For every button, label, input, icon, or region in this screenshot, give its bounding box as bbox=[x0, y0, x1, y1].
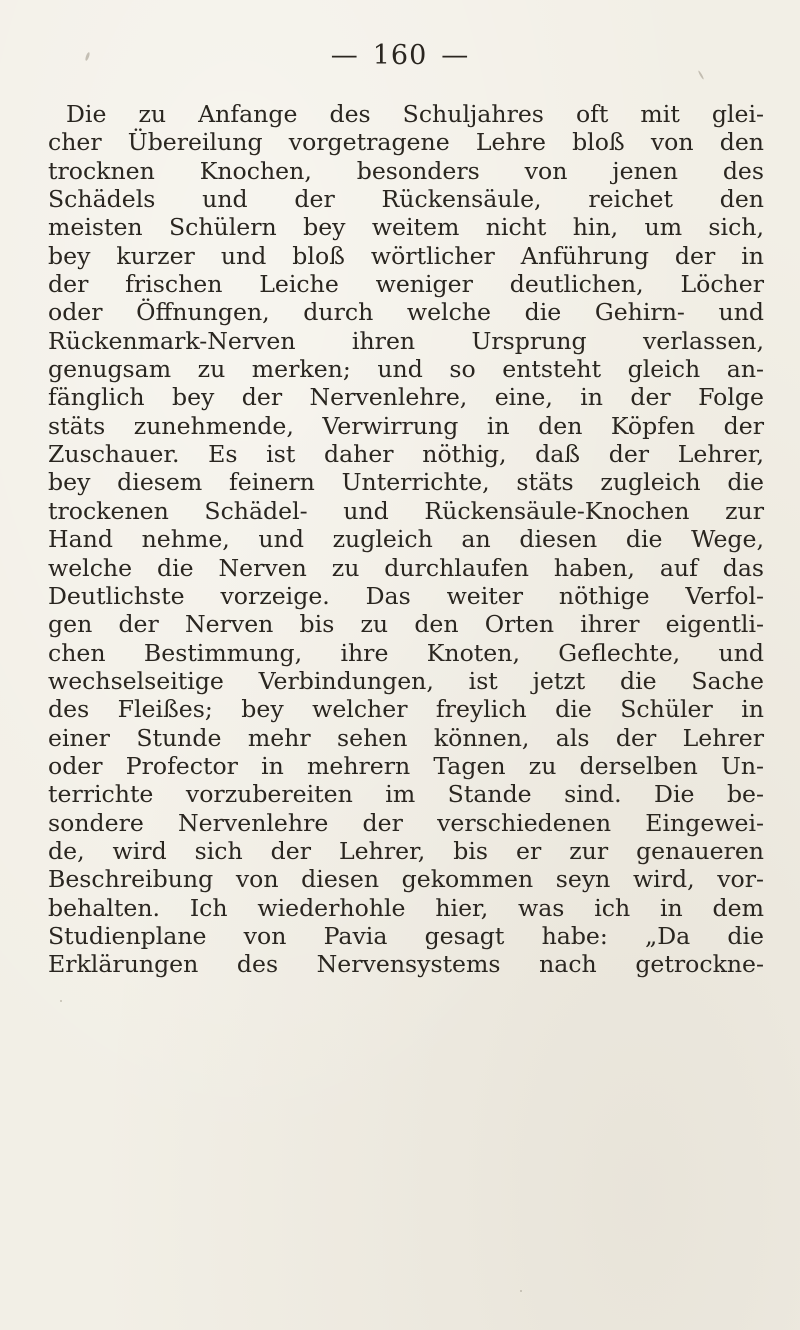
text-line: gen der Nerven bis zu den Orten ihrer eigentli- bbox=[48, 610, 764, 639]
text-line: Die zu Anfange des Schuljahres oft mit glei- bbox=[66, 100, 764, 128]
text-line: Zuschauer. Es ist daher nöthig, daß der Lehrer, bbox=[48, 440, 764, 469]
text-line: bey kurzer und bloß wörtlicher Anführung der in bbox=[48, 241, 764, 270]
page-number: 160 bbox=[372, 40, 428, 71]
text-line: meisten Schülern bey weitem nicht hin, um sich, bbox=[48, 213, 764, 242]
text-line: bey diesem feinern Unterrichte, stäts zugleich die bbox=[48, 468, 764, 497]
text-line: des Fleißes; bey welcher freylich die Schüler in bbox=[48, 695, 764, 724]
text-line: sondere Nervenlehre der verschiedenen Eingewei- bbox=[48, 808, 764, 837]
text-line: genugsam zu merken; und so entsteht gleich an- bbox=[48, 355, 764, 384]
text-line: oder Profector in mehrern Tagen zu derselben Un- bbox=[48, 751, 764, 780]
text-line: Studienplane von Pavia gesagt habe: „Da die bbox=[48, 921, 764, 950]
text-line: Erklärungen des Nervensystems nach getrockne- bbox=[48, 950, 764, 979]
text-line: Deutlichste vorzeige. Das weiter nöthige Verfol- bbox=[48, 581, 764, 610]
text-line: fänglich bey der Nervenlehre, eine, in der Folge bbox=[48, 383, 764, 412]
page-header bbox=[0, 40, 800, 71]
text-line: Schädels und der Rückensäule, reichet den bbox=[48, 185, 764, 214]
header-dash-right: — bbox=[441, 40, 470, 71]
text-line: Rückenmark-Nerven ihren Ursprung verlassen, bbox=[48, 326, 764, 355]
text-line: trockenen Schädel- und Rückensäule-Knochen zur bbox=[48, 496, 764, 525]
text-line: oder Öffnungen, durch welche die Gehirn- und bbox=[48, 298, 764, 327]
text-line: wechselseitige Verbindungen, ist jetzt die Sache bbox=[48, 666, 764, 695]
paper-speck bbox=[60, 1000, 62, 1002]
text-line: stäts zunehmende, Verwirrung in den Köpfen der bbox=[48, 411, 764, 440]
text-line: einer Stunde mehr sehen können, als der Lehrer bbox=[48, 723, 764, 752]
text-line: Beschreibung von diesen gekommen seyn wird, vor- bbox=[48, 865, 764, 894]
text-line: Hand nehme, und zugleich an diesen die Wege, bbox=[48, 525, 764, 554]
text-line: trocknen Knochen, besonders von jenen des bbox=[48, 156, 764, 185]
text-line: de, wird sich der Lehrer, bis er zur genaueren bbox=[48, 836, 764, 865]
text-line: chen Bestimmung, ihre Knoten, Geflechte, und bbox=[48, 638, 764, 667]
text-line: der frischen Leiche weniger deutlichen, Löcher bbox=[48, 270, 764, 299]
body-paragraph bbox=[48, 100, 764, 979]
header-dash-left: — bbox=[330, 40, 359, 71]
text-line: behalten. Ich wiederhohle hier, was ich in dem bbox=[48, 893, 764, 922]
paper-speck bbox=[698, 70, 705, 80]
text-line: terrichte vorzubereiten im Stande sind. Die be- bbox=[48, 780, 764, 809]
text-line: welche die Nerven zu durchlaufen haben, auf das bbox=[48, 553, 764, 582]
paper-speck bbox=[520, 1290, 522, 1292]
text-line: cher Übereilung vorgetragene Lehre bloß von den bbox=[48, 128, 764, 157]
